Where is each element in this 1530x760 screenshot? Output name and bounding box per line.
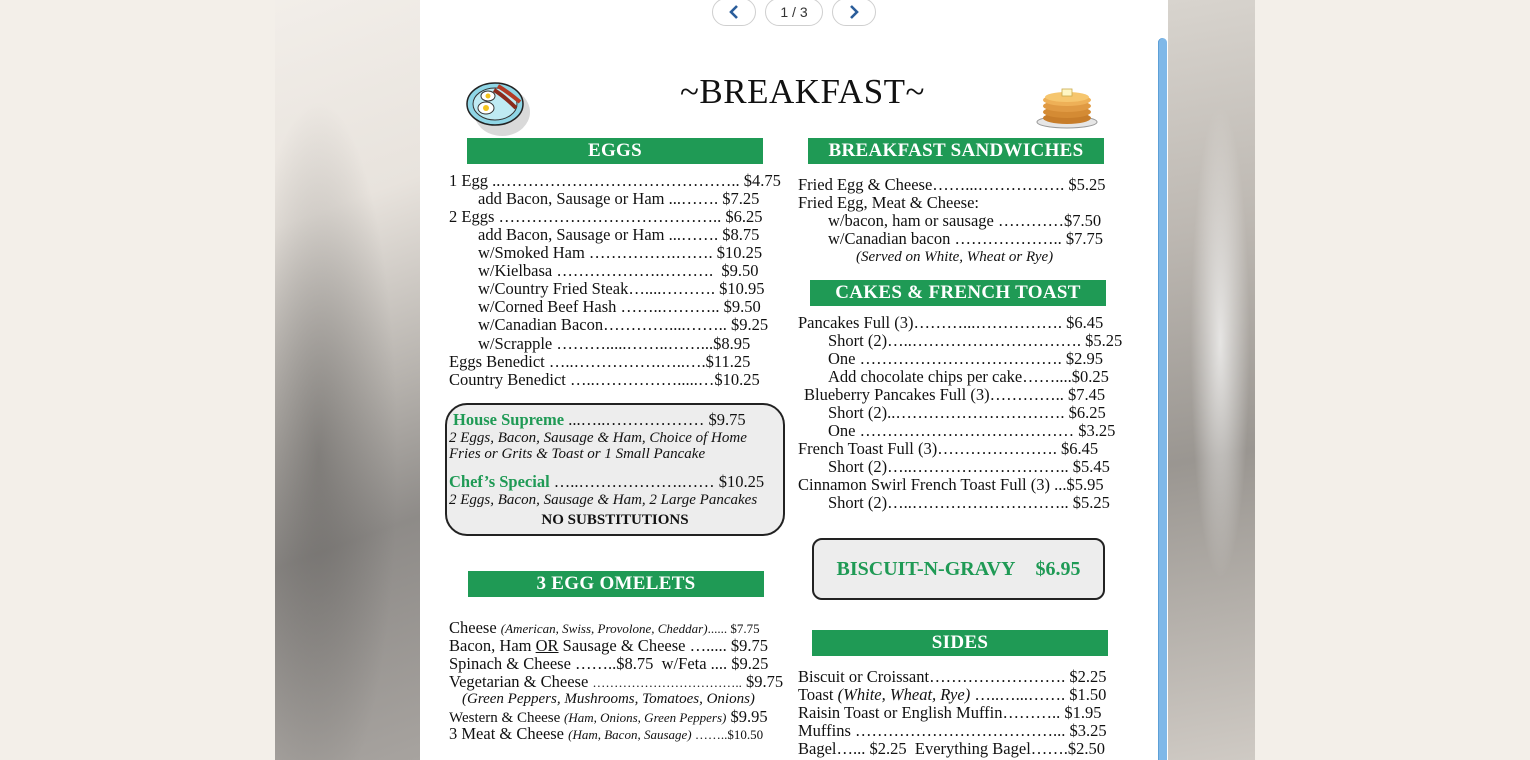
- omelet-spinach: Spinach & Cheese ……..$8.75 w/Feta .... $9.25: [449, 654, 769, 673]
- background-photo-left: [275, 0, 420, 760]
- item-name: 3 Meat & Cheese: [449, 724, 569, 743]
- menu-item: add Bacon, Sausage or Ham ...……. $7.25: [478, 189, 760, 208]
- menu-item: Short (2)…..……………………….. $5.45: [828, 457, 1110, 476]
- menu-item: 1 Egg ..…………………………………….. $4.75: [449, 171, 781, 190]
- next-page-button[interactable]: [832, 0, 876, 26]
- menu-item: w/Canadian bacon ……………….. $7.75: [828, 229, 1103, 248]
- menu-item: w/Scrapple ……….....……..……...$8.95: [478, 334, 751, 353]
- item-price: $9.75: [741, 672, 784, 691]
- menu-item: w/Canadian Bacon…………....…….. $9.25: [478, 315, 769, 334]
- house-supreme-desc: 2 Eggs, Bacon, Sausage & Ham, Choice of Home: [449, 430, 747, 446]
- item-name: Toast: [798, 685, 838, 704]
- menu-item: Fried Egg, Meat & Cheese:: [798, 193, 980, 212]
- chevron-right-icon: [848, 5, 860, 19]
- menu-item: w/Country Fried Steak…....………. $10.95: [478, 279, 765, 298]
- item-price: …..…...……. $1.50: [970, 685, 1107, 704]
- item-dots: ……………………………..: [592, 675, 742, 690]
- menu-item: Country Benedict …..…………….....…$10.25: [449, 370, 760, 389]
- sandwiches-served-note: (Served on White, Wheat or Rye): [856, 249, 1054, 265]
- item-price: ...... $7.75: [707, 621, 760, 636]
- biscuit-n-gravy-price: $6.95: [1035, 557, 1081, 580]
- omelet-3-meat: [449, 725, 763, 744]
- menu-item: Eggs Benedict …..…………….…..….$11.25: [449, 352, 751, 371]
- house-supreme-desc-2: Fries or Grits & Toast or 1 Small Pancake: [449, 446, 706, 462]
- menu-item: Cinnamon Swirl French Toast Full (3) ...$5.95: [798, 475, 1104, 494]
- item-price: ……..$10.50: [691, 727, 764, 742]
- side-raisin-toast: Raisin Toast or English Muffin……….. $1.95: [798, 703, 1102, 722]
- side-toast: [798, 686, 1106, 704]
- item-name: Western & Cheese: [449, 710, 565, 726]
- eggs-header: EGGS: [467, 138, 763, 164]
- item-name: Vegetarian & Cheese: [449, 672, 593, 691]
- scrollbar[interactable]: [1158, 38, 1167, 760]
- side-biscuit: Biscuit or Croissant……………………. $2.25: [798, 667, 1107, 686]
- item-options: (American, Swiss, Provolone, Cheddar): [500, 621, 708, 636]
- menu-item: Blueberry Pancakes Full (3)………….. $7.45: [804, 385, 1106, 404]
- menu-item: One ………………………………. $2.95: [828, 349, 1103, 368]
- chevron-left-icon: [728, 5, 740, 19]
- pancakes-icon: [1034, 78, 1100, 130]
- menu-item: Fried Egg & Cheese……...……………. $5.25: [798, 175, 1106, 194]
- side-bagel: Bagel…... $2.25 Everything Bagel…….$2.50: [798, 739, 1106, 758]
- sides-header: SIDES: [812, 630, 1108, 656]
- item-name: Bacon, Ham: [449, 636, 536, 655]
- chefs-special-name: Chef’s Special: [449, 472, 550, 491]
- item-name: Cheese: [449, 618, 501, 637]
- chefs-special-price: …..……………….…… $10.25: [549, 472, 765, 491]
- item-options: (White, Wheat, Rye): [837, 685, 971, 704]
- item-rest: Sausage & Cheese …..... $9.75: [558, 636, 768, 655]
- house-supreme-price: ...…..……………… $9.75: [564, 410, 746, 429]
- item-options: (Ham, Bacon, Sausage): [568, 727, 692, 742]
- item-price: $9.95: [726, 707, 768, 726]
- menu-title: ~BREAKFAST~: [680, 72, 925, 111]
- chefs-special-desc: 2 Eggs, Bacon, Sausage & Ham, 2 Large Pancakes: [449, 492, 758, 508]
- menu-item: French Toast Full (3)…………………. $6.45: [798, 439, 1099, 458]
- item-or: OR: [535, 636, 559, 655]
- menu-item: Add chocolate chips per cake……....$0.25: [828, 367, 1109, 386]
- house-supreme-item: [453, 411, 746, 429]
- cakes-header: CAKES & FRENCH TOAST: [810, 280, 1106, 306]
- menu-item: w/Kielbasa ……………….………. $9.50: [478, 261, 759, 280]
- biscuit-n-gravy-name: BISCUIT-N-GRAVY: [836, 557, 1016, 580]
- menu-item: add Bacon, Sausage or Ham ...……. $8.75: [478, 225, 760, 244]
- menu-item: 2 Eggs ………………………………….. $6.25: [449, 207, 763, 226]
- item-options: (Ham, Onions, Green Peppers): [564, 710, 727, 725]
- page-indicator: [765, 0, 823, 26]
- menu-item: w/Smoked Ham …………….……. $10.25: [478, 243, 763, 262]
- menu-item: w/bacon, ham or sausage …………$7.50: [828, 211, 1102, 230]
- menu-item: Short (2)…..……………………….. $5.25: [828, 493, 1110, 512]
- menu-item: Pancakes Full (3)………...……………. $6.45: [798, 313, 1104, 332]
- biscuit-n-gravy-box: [812, 538, 1105, 600]
- menu-item: One ………………………………… $3.25: [828, 421, 1116, 440]
- menu-item: Short (2)…..…………………………. $5.25: [828, 331, 1123, 350]
- omelet-bacon-ham: [449, 637, 768, 655]
- side-muffins: Muffins ………………………………... $3.25: [798, 721, 1107, 740]
- omelets-header: 3 EGG OMELETS: [468, 571, 764, 597]
- no-substitutions-note: NO SUBSTITUTIONS: [541, 512, 689, 528]
- chefs-special-item: [449, 473, 764, 491]
- eggs-bacon-plate-icon: [464, 78, 534, 138]
- omelet-vegetarian-options: (Green Peppers, Mushrooms, Tomatoes, Onions): [462, 691, 755, 707]
- menu-item: Short (2)..…………………………. $6.25: [828, 403, 1106, 422]
- prev-page-button[interactable]: [712, 0, 756, 26]
- sandwiches-header: BREAKFAST SANDWICHES: [808, 138, 1104, 164]
- background-photo-right: [1168, 0, 1255, 760]
- menu-item: w/Corned Beef Hash ……..……….. $9.50: [478, 297, 761, 316]
- page-indicator-text: 1 / 3: [780, 4, 808, 20]
- house-supreme-name: House Supreme: [453, 410, 565, 429]
